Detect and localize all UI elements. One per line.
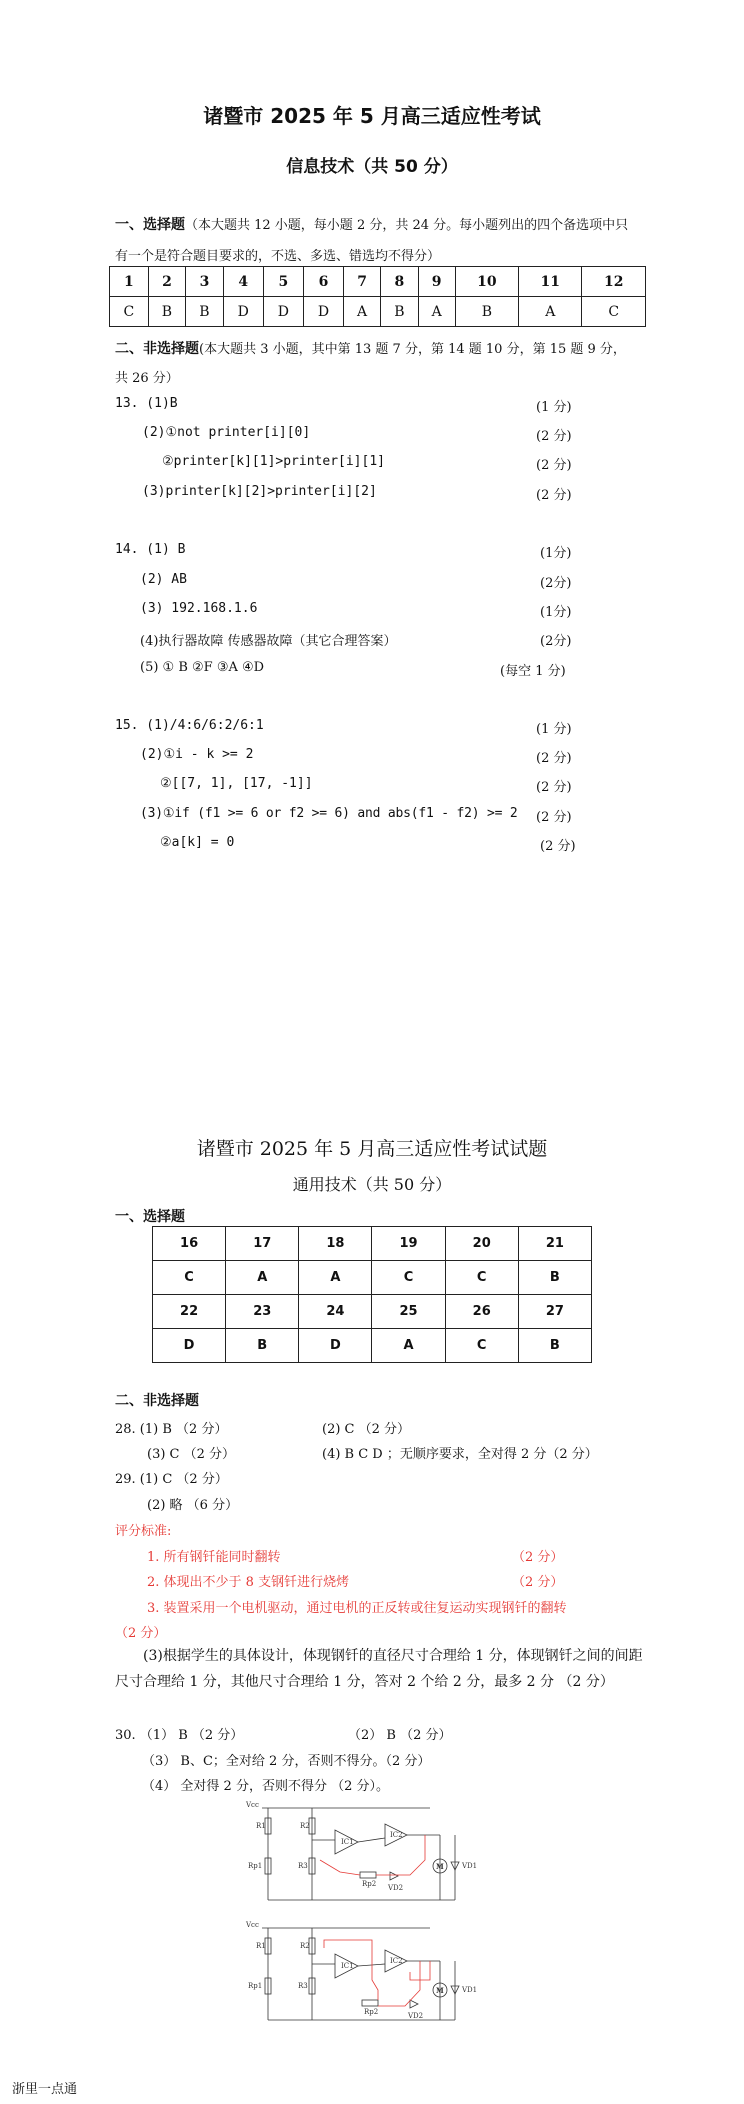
gt-table-row <box>153 1329 592 1363</box>
it-sec2-note2: 共 26 分） <box>115 371 179 386</box>
answer-score: (每空 1 分) <box>500 664 566 679</box>
rubric-item: 2. 体现出不少于 8 支钢钎进行烧烤 <box>147 1575 350 1590</box>
table-cell: 27 <box>518 1295 591 1329</box>
q30-line: （4） 全对得 2 分，否则不得分 （2 分）。 <box>142 1779 389 1794</box>
ic2-label: IC2 <box>390 1831 403 1839</box>
ic1-label: IC1 <box>341 1838 354 1846</box>
table-cell: D <box>153 1329 226 1363</box>
answer-score: (2 分) <box>536 429 572 444</box>
it-title: 诸暨市 2025 年 5 月高三适应性考试 <box>203 104 541 128</box>
answer-score: (2 分) <box>536 810 572 825</box>
gt-table-row <box>153 1295 592 1329</box>
gt-title: 诸暨市 2025 年 5 月高三适应性考试试题 <box>196 1138 548 1160</box>
q30-line: （3） B、C；全对给 2 分，否则不得分。（2 分） <box>142 1754 431 1769</box>
answer-line: (3)①if (f1 >= 6 or f2 >= 6) and abs(f1 - f2) >= 2 <box>140 806 518 821</box>
answer-line: (5) ① B ②F ③A ④D <box>140 660 265 675</box>
motor-label: M <box>436 1986 444 1995</box>
table-cell: B <box>148 297 186 327</box>
vd1-label: VD1 <box>462 1986 478 1994</box>
gt-table-row <box>153 1227 592 1261</box>
q28-line: 28. (1) B （2 分） <box>115 1422 228 1437</box>
gt-subtitle: 通用技术（共 50 分） <box>292 1175 452 1194</box>
it-table-answer-row <box>110 297 646 327</box>
table-cell: A <box>299 1261 372 1295</box>
vcc-label: Vcc <box>246 1801 259 1809</box>
table-cell: 10 <box>455 267 518 297</box>
r1-label: R1 <box>256 1942 266 1950</box>
table-cell: 3 <box>186 267 224 297</box>
answer-score: (2 分) <box>536 458 572 473</box>
vd1-label: VD1 <box>462 1862 478 1870</box>
table-cell: B <box>455 297 518 327</box>
answer-score: (2 分) <box>540 839 576 854</box>
answer-line: (2) AB <box>140 572 187 587</box>
motor-label: M <box>436 1862 444 1871</box>
answer-line: 14. (1) B <box>115 542 186 557</box>
table-cell: 16 <box>153 1227 226 1261</box>
it-sec1-line1 <box>115 214 628 234</box>
table-cell: B <box>226 1329 299 1363</box>
footer-watermark: 浙里一点通 <box>12 2082 78 2097</box>
table-cell: B <box>518 1261 591 1295</box>
it-answer-table <box>109 266 646 327</box>
gt-sec2-heading: 二、非选择题 <box>115 1393 199 1409</box>
answer-score: (2 分) <box>536 780 572 795</box>
table-cell: B <box>186 297 224 327</box>
answer-line: ②a[k] = 0 <box>160 835 235 850</box>
answer-score: (1分) <box>540 605 572 620</box>
table-cell: D <box>303 297 343 327</box>
table-cell: A <box>344 297 381 327</box>
gt-sec1-heading: 一、选择题 <box>115 1209 185 1225</box>
table-cell: A <box>418 297 455 327</box>
table-cell: 21 <box>518 1227 591 1261</box>
rubric-item: （2 分） <box>115 1626 167 1641</box>
circuit-diagram-1 <box>240 1800 490 1910</box>
answer-line: (2)①not printer[i][0] <box>142 425 311 440</box>
q28-line: (3) C （2 分） <box>147 1447 236 1462</box>
table-cell: 22 <box>153 1295 226 1329</box>
rp2-label: Rp2 <box>364 2008 379 2016</box>
answer-line: (3) 192.168.1.6 <box>140 601 258 616</box>
q30-line: 30. （1） B （2 分） <box>115 1728 244 1743</box>
table-cell: 5 <box>263 267 303 297</box>
table-cell: 1 <box>110 267 149 297</box>
it-sec2-heading: 二、非选择题 <box>115 341 199 357</box>
rubric-score: （2 分） <box>512 1575 564 1590</box>
table-cell: B <box>518 1329 591 1363</box>
it-sec1-note2: 有一个是符合题目要求的，不选、多选、错选均不得分） <box>115 249 441 264</box>
q28-line: (4) B C D ；无顺序要求，全对得 2 分（2 分） <box>322 1447 598 1462</box>
ic2-label: IC2 <box>390 1957 403 1965</box>
q28-line: (2) C （2 分） <box>322 1422 411 1437</box>
q29-line: (2) 略 （6 分） <box>147 1498 239 1513</box>
rp1-label: Rp1 <box>248 1862 263 1870</box>
table-cell: 17 <box>226 1227 299 1261</box>
table-cell: 4 <box>223 267 263 297</box>
answer-line: (3)printer[k][2]>printer[i][2] <box>142 484 377 499</box>
it-subtitle: 信息技术（共 50 分） <box>286 157 458 177</box>
gt-table-row <box>153 1261 592 1295</box>
table-cell: C <box>110 297 149 327</box>
answer-score: (2 分) <box>536 751 572 766</box>
table-cell: A <box>372 1329 445 1363</box>
it-sec1-note1: （本大题共 12 小题，每小题 2 分，共 24 分。每小题列出的四个备选项中只 <box>185 218 629 233</box>
table-cell: 12 <box>582 267 646 297</box>
r1-label: R1 <box>256 1822 266 1830</box>
table-cell: C <box>445 1329 518 1363</box>
vd2-label: VD2 <box>408 2012 424 2020</box>
it-sec2-line1 <box>115 338 626 358</box>
answer-score: (2分) <box>540 634 572 649</box>
rubric-item: 1. 所有钢钎能同时翻转 <box>147 1550 281 1565</box>
it-sec1-heading: 一、选择题 <box>115 217 185 233</box>
rp2-label: Rp2 <box>362 1880 377 1888</box>
table-cell: B <box>381 297 419 327</box>
table-cell: A <box>226 1261 299 1295</box>
answer-line: ②printer[k][1]>printer[i][1] <box>162 454 385 469</box>
ic1-label: IC1 <box>341 1962 354 1970</box>
vd2-label: VD2 <box>388 1884 404 1892</box>
table-cell: 18 <box>299 1227 372 1261</box>
table-cell: 9 <box>418 267 455 297</box>
table-cell: 7 <box>344 267 381 297</box>
table-cell: D <box>223 297 263 327</box>
answer-score: (1 分) <box>536 722 572 737</box>
answer-line: ②[[7, 1], [17, -1]] <box>160 776 313 791</box>
gt-answer-table <box>152 1226 592 1363</box>
table-cell: 24 <box>299 1295 372 1329</box>
table-cell: A <box>519 297 582 327</box>
table-cell: C <box>582 297 646 327</box>
table-cell: 19 <box>372 1227 445 1261</box>
table-cell: 11 <box>519 267 582 297</box>
table-cell: 2 <box>148 267 186 297</box>
vcc-label: Vcc <box>246 1921 259 1929</box>
it-sec2-note1: (本大题共 3 小题，其中第 13 题 7 分，第 14 题 10 分，第 15 题 9 分， <box>199 342 626 357</box>
circuit-diagram-2 <box>240 1920 490 2030</box>
answer-line: (2)①i - k >= 2 <box>140 747 254 762</box>
table-cell: D <box>263 297 303 327</box>
rubric-score: （2 分） <box>512 1550 564 1565</box>
table-cell: C <box>153 1261 226 1295</box>
it-table-number-row <box>110 267 646 297</box>
table-cell: 6 <box>303 267 343 297</box>
q29-line: 29. (1) C （2 分） <box>115 1472 228 1487</box>
rubric-title: 评分标准: <box>115 1524 172 1539</box>
q30-line: （2） B （2 分） <box>348 1728 452 1743</box>
answer-line: 15. (1)/4:6/6:2/6:1 <box>115 718 264 733</box>
table-cell: C <box>372 1261 445 1295</box>
answer-score: (2 分) <box>536 488 572 503</box>
r3-label: R3 <box>298 1862 308 1870</box>
q29-3-paragraph: (3)根据学生的具体设计，体现钢钎的直径尺寸合理给 1 分，体现钢钎之间的间距尺寸合理给 1 分，其他尺寸合理给 1 分，答对 2 个给 2 分，最多 2 分 （2 分） <box>115 1648 643 1690</box>
table-cell: C <box>445 1261 518 1295</box>
table-cell: D <box>299 1329 372 1363</box>
table-cell: 26 <box>445 1295 518 1329</box>
table-cell: 23 <box>226 1295 299 1329</box>
table-cell: 25 <box>372 1295 445 1329</box>
answer-score: (1分) <box>540 546 572 561</box>
table-cell: 8 <box>381 267 419 297</box>
answer-score: (1 分) <box>536 400 572 415</box>
table-cell: 20 <box>445 1227 518 1261</box>
answer-score: (2分) <box>540 576 572 591</box>
r2-label: R2 <box>300 1942 310 1950</box>
rp1-label: Rp1 <box>248 1982 263 1990</box>
rubric-item: 3. 装置采用一个电机驱动，通过电机的正反转或往复运动实现钢钎的翻转 <box>147 1601 567 1616</box>
r2-label: R2 <box>300 1822 310 1830</box>
answer-line: 13. (1)B <box>115 396 178 411</box>
r3-label: R3 <box>298 1982 308 1990</box>
answer-line: (4)执行器故障 传感器故障（其它合理答案） <box>140 634 397 649</box>
